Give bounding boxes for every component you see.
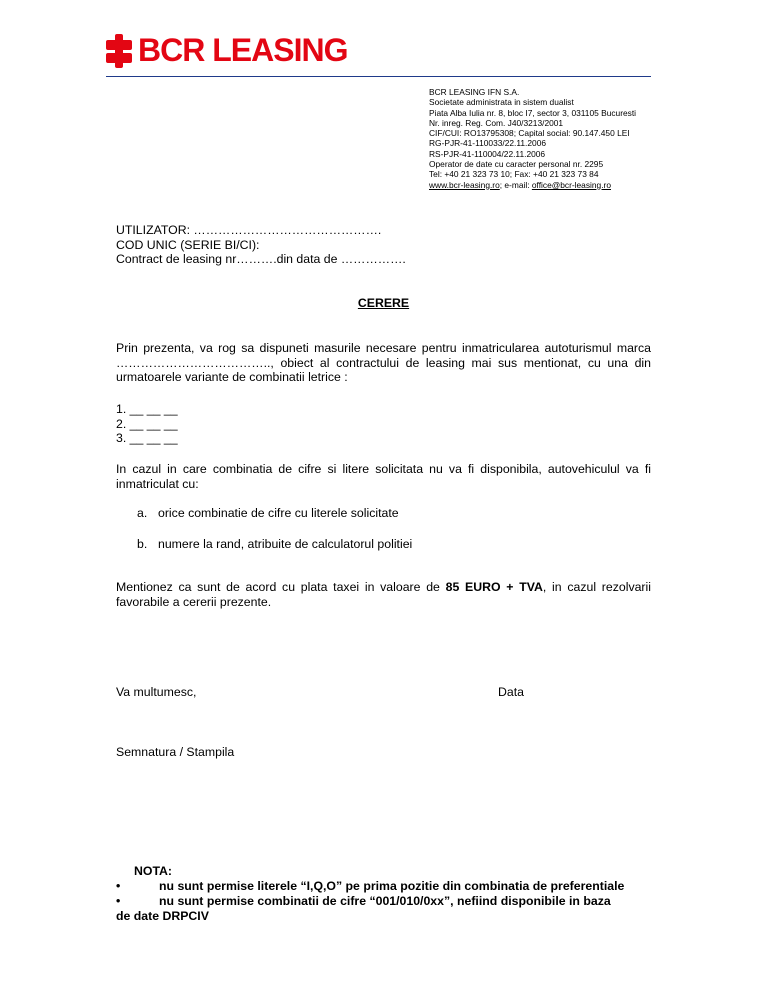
nota-item: nu sunt permise literele “I,Q,O” pe prima pozitie din combinatia de preferentiale [159,879,625,893]
company-line: Tel: +40 21 323 73 10; Fax: +40 21 323 73 84 [429,169,599,180]
thanks-text: Va multumesc, [116,685,197,699]
company-contact-line [429,180,636,190]
company-line: CIF/CUI: RO13795308; Capital social: 90.147.450 LEI [429,128,630,139]
company-line: Nr. inreg. Reg. Com. J40/3213/2001 [429,117,564,128]
nota-continuation: de date DRPCIV [116,909,209,923]
email-link[interactable]: office@bcr-leasing.ro [531,179,611,190]
company-line: RG-PJR-41-110033/22.11.2006 [429,138,547,149]
company-line: Operator de date cu caracter personal nr. 2295 [429,159,604,170]
nota-bullet: • [116,879,121,893]
fallback-paragraph: In cazul in care combinatia de cifre si litere solicitata nu va fi disponibila, autovehiculul va fi inmatriculat cu: [116,462,651,491]
fallback-item-b: b. numere la rand, atribuite de calculatorul politiei [137,537,413,551]
company-line: BCR LEASING IFN S.A. [429,87,520,97]
bcr-logo-icon [106,34,132,68]
logo-text: BCR LEASING [138,32,348,68]
plate-option: 3. __ __ __ [116,431,178,445]
fee-amount: 85 EURO + TVA [445,580,543,594]
contract-field: Contract de leasing nr……….din data de ……………. [116,252,406,266]
nota-title: NOTA: [134,864,173,878]
company-line: Societate administrata in sistem dualist [429,97,574,108]
company-line: Piata Alba Iulia nr. 8, bloc I7, sector 3, 031105 Bucuresti [429,107,637,118]
plate-option: 1. __ __ __ [116,402,178,416]
nota-item: nu sunt permise combinatii de cifre “001/010/0xx”, nefiind disponibile in baza [159,894,611,908]
plate-option: 2. __ __ __ [116,416,178,431]
fallback-item-a: a. orice combinatie de cifre cu literele solicitate [137,506,399,520]
company-details [429,87,636,190]
email-prefix: ; e-mail: [499,179,532,190]
header-fields [116,223,406,267]
document-title: CERERE [357,296,410,310]
plate-options [116,402,178,446]
request-paragraph: Prin prezenta, va rog sa dispuneti masurile necesare pentru inmatricularea autoturismul marca ……………………………….., obiect al contractului de leasing mai sus mentionat, cu una din urmatoarele variante de combinatii letrice : [116,341,651,384]
signature-label: Semnatura / Stampila [116,745,235,759]
fee-paragraph: Mentionez ca sunt de acord cu plata taxei in valoare de 85 EURO + TVA, in cazul rezolvarii favorabile a cererii prezente. [116,580,651,609]
company-line: RS-PJR-41-110004/22.11.2006 [429,148,546,159]
nota-bullet: • [116,894,121,908]
date-label: Data [498,685,524,699]
cod-unic-field: COD UNIC (SERIE BI/CI): [116,237,260,252]
header-divider [106,76,651,77]
utilizator-field: UTILIZATOR: ………………………………………. [116,223,382,237]
bcr-leasing-logo [106,32,347,69]
website-link[interactable]: www.bcr-leasing.ro [429,179,500,190]
